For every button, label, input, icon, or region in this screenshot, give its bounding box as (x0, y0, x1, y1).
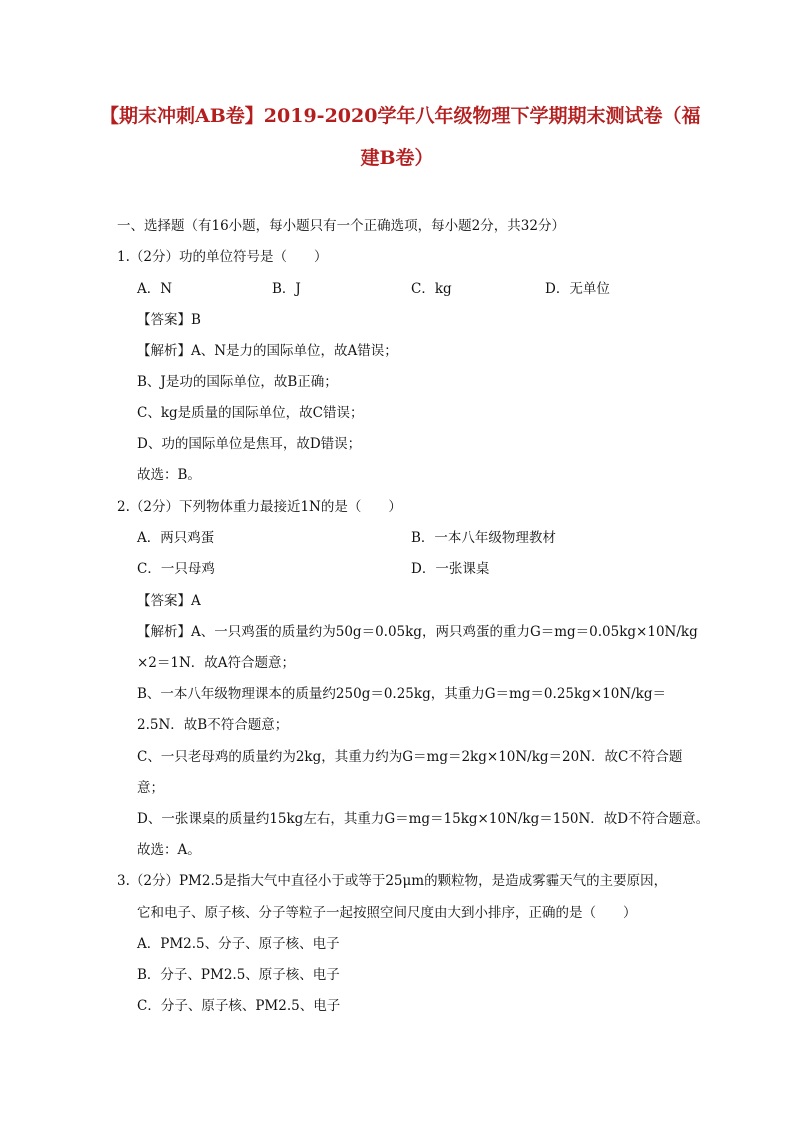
q2-option-d: D．一张课桌 (411, 561, 490, 577)
q3-option-b: B．分子、PM2.5、原子核、电子 (137, 967, 340, 983)
q2-stem: 2.（2分）下列物体重力最接近1N的是（ ） (117, 499, 402, 515)
q1-analysis-line: D、功的国际单位是焦耳，故D错误； (137, 436, 362, 452)
q2-analysis-line: 故选：A。 (137, 842, 201, 858)
q2-analysis-line: B、一本八年级物理课本的质量约250g＝0.25kg，其重力G＝mg＝0.25kg×10N/kg＝ (137, 686, 666, 702)
section-heading: 一、选择题（有16小题，每小题只有一个正确选项，每小题2分，共32分） (117, 218, 565, 234)
q1-answer: 【答案】B (137, 312, 201, 328)
q1-option-a: A．N (137, 281, 173, 297)
q2-analysis-line: 【解析】A、一只鸡蛋的质量约为50g＝0.05kg，两只鸡蛋的重力G＝mg＝0.05kg×10N/kg (137, 624, 698, 640)
q1-stem: 1.（2分）功的单位符号是（ ） (117, 249, 328, 265)
q3-option-c: C．分子、原子核、PM2.5、电子 (137, 998, 341, 1014)
q1-analysis-line: B、J是功的国际单位，故B正确； (137, 374, 338, 390)
q3-stem-line-2: 它和电子、原子核、分子等粒子一起按照空间尺度由大到小排序，正确的是（ ） (137, 905, 637, 921)
q1-analysis-line: C、kg是质量的国际单位，故C错误； (137, 405, 364, 421)
q2-option-c: C．一只母鸡 (137, 561, 215, 577)
q2-analysis-line: C、一只老母鸡的质量约为2kg，其重力约为G＝mg＝2kg×10N/kg＝20N．故C不符合题 (137, 749, 683, 765)
q1-option-d: D．无单位 (545, 281, 610, 297)
q2-analysis-line: 2.5N．故B不符合题意； (137, 717, 289, 733)
q2-analysis-line: D、一张课桌的质量约15kg左右，其重力G＝mg＝15kg×10N/kg＝150N．故D不符合题意。 (137, 811, 710, 827)
q1-analysis-line: 故选：B。 (137, 467, 201, 483)
q1-option-b: B．J (272, 281, 301, 297)
q2-option-a: A．两只鸡蛋 (137, 530, 215, 546)
q2-analysis-line: ×2＝1N．故A符合题意； (137, 655, 296, 671)
page-title-line-2: 建B卷） (360, 147, 434, 169)
page-title-line-1: 【期末冲刺AB卷】2019-2020学年八年级物理下学期期末测试卷（福 (100, 105, 701, 127)
q1-analysis-line: 【解析】A、N是力的国际单位，故A错误； (137, 343, 398, 359)
q3-option-a: A．PM2.5、分子、原子核、电子 (137, 936, 340, 952)
q2-option-b: B．一本八年级物理教材 (411, 530, 556, 546)
q2-analysis-line: 意； (137, 780, 164, 796)
q2-answer: 【答案】A (137, 593, 201, 609)
q3-stem-line-1: 3.（2分）PM2.5是指大气中直径小于或等于25μm的颗粒物，是造成雾霾天气的主要原因， (117, 873, 668, 889)
q1-option-c: C．kg (411, 281, 452, 297)
